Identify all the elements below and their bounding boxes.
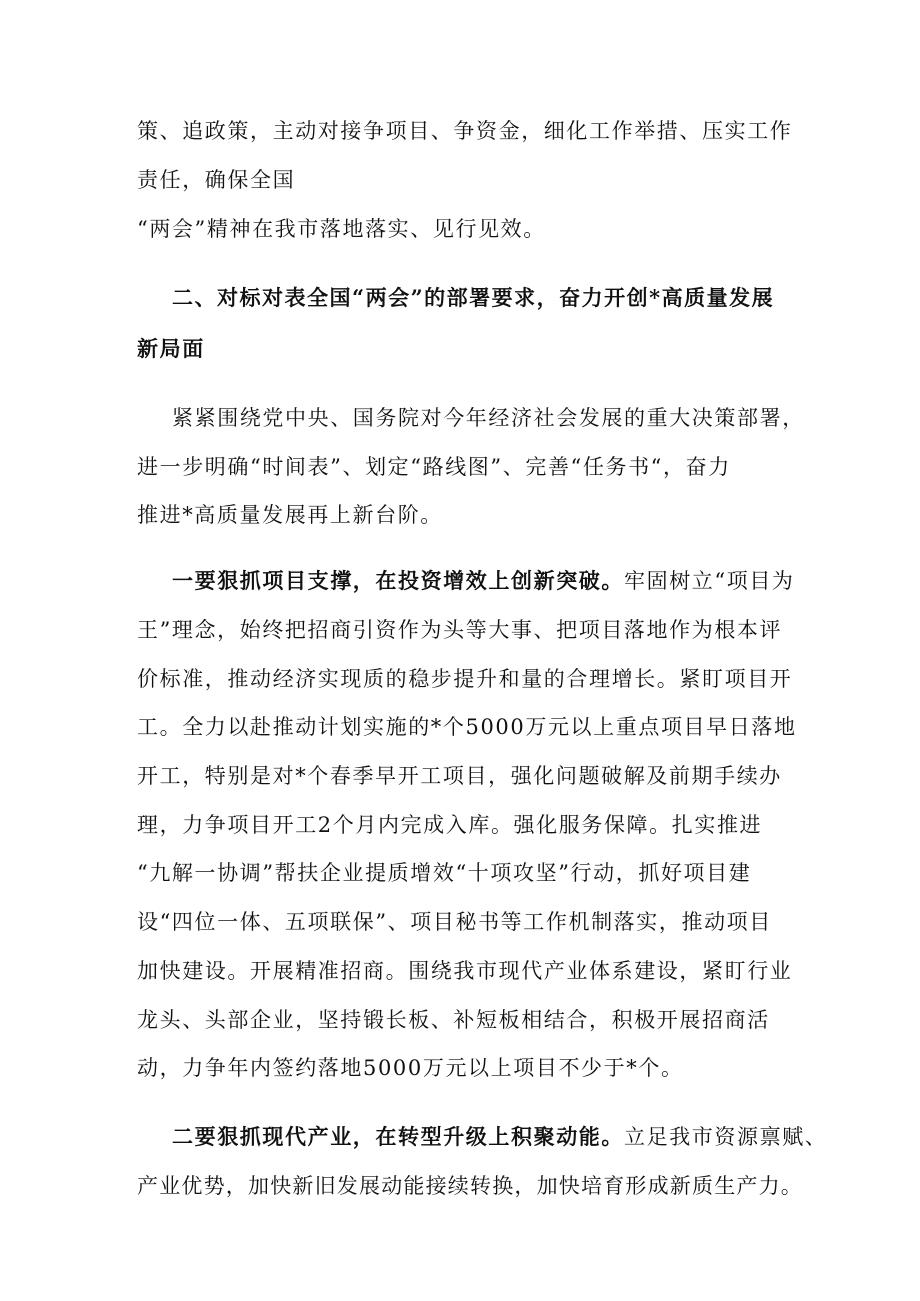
projects-line-3: 价标准，推动经济实现质的稳步提升和量的合理增长。紧盯项目开: [137, 667, 793, 691]
projects-line-1-rest: 牢固树立“项目为: [624, 569, 795, 593]
section-heading-line-1: 二、对标对表全国“两会”的部署要求，奋力开创*高质量发展: [172, 285, 775, 310]
industry-lead: 二要狠抓现代产业，在转型升级上积聚动能。: [172, 1124, 624, 1149]
projects-lead: 一要狠抓项目支撑，在投资增效上创新突破。: [172, 568, 624, 593]
overview-line-1: 紧紧围绕党中央、国务院对今年经济社会发展的重大决策部署，: [172, 406, 805, 430]
projects-line-8: 设“四位一体、五项联保”、项目秘书等工作机制落实，推动项目: [137, 910, 772, 934]
industry-line-2: 产业优势，加快新旧发展动能接续转换，加快培育形成新质生产力。: [137, 1174, 803, 1198]
intro-line-3: “两会”精神在我市落地落实、见行见效。: [137, 217, 546, 241]
industry-line-1-rest: 立足我市资源禀赋、: [624, 1125, 828, 1149]
projects-line-2: 王”理念，始终把招商引资作为头等大事、把项目落地作为根本评: [137, 618, 783, 642]
section-heading-line-2: 新局面: [137, 336, 205, 361]
projects-line-10: 龙头、头部企业，坚持锻长板、补短板相结合，积极开展招商活: [137, 1008, 770, 1032]
projects-line-4: 工。全力以赴推动计划实施的*个5000万元以上重点项目早日落地: [137, 715, 797, 739]
projects-line-11: 动，力争年内签约落地5000万元以上项目不少于*个。: [137, 1056, 684, 1080]
projects-line-5: 开工，特别是对*个春季早开工项目，强化问题破解及前期手续办: [137, 764, 782, 788]
projects-line-6: 理，力争项目开工2个月内完成入库。强化服务保障。扎实推进: [137, 813, 763, 837]
industry-line-1: [172, 1123, 827, 1151]
projects-line-9: 加快建设。开展精准招商。围绕我市现代产业体系建设，紧盯行业: [137, 959, 793, 983]
intro-line-2: 责任，确保全国: [137, 168, 296, 192]
projects-line-1: [172, 567, 795, 595]
projects-line-7: “九解一协调”帮扶企业提质增效“十项攻坚”行动，抓好项目建: [137, 861, 752, 885]
overview-line-2: 进一步明确“时间表”、划定“路线图”、完善“任务书“，奋力: [137, 455, 731, 479]
intro-line-1: 策、追政策，主动对接争项目、争资金，细化工作举措、压实工作: [137, 119, 793, 143]
overview-line-3: 推进*高质量发展再上新台阶。: [137, 503, 443, 527]
